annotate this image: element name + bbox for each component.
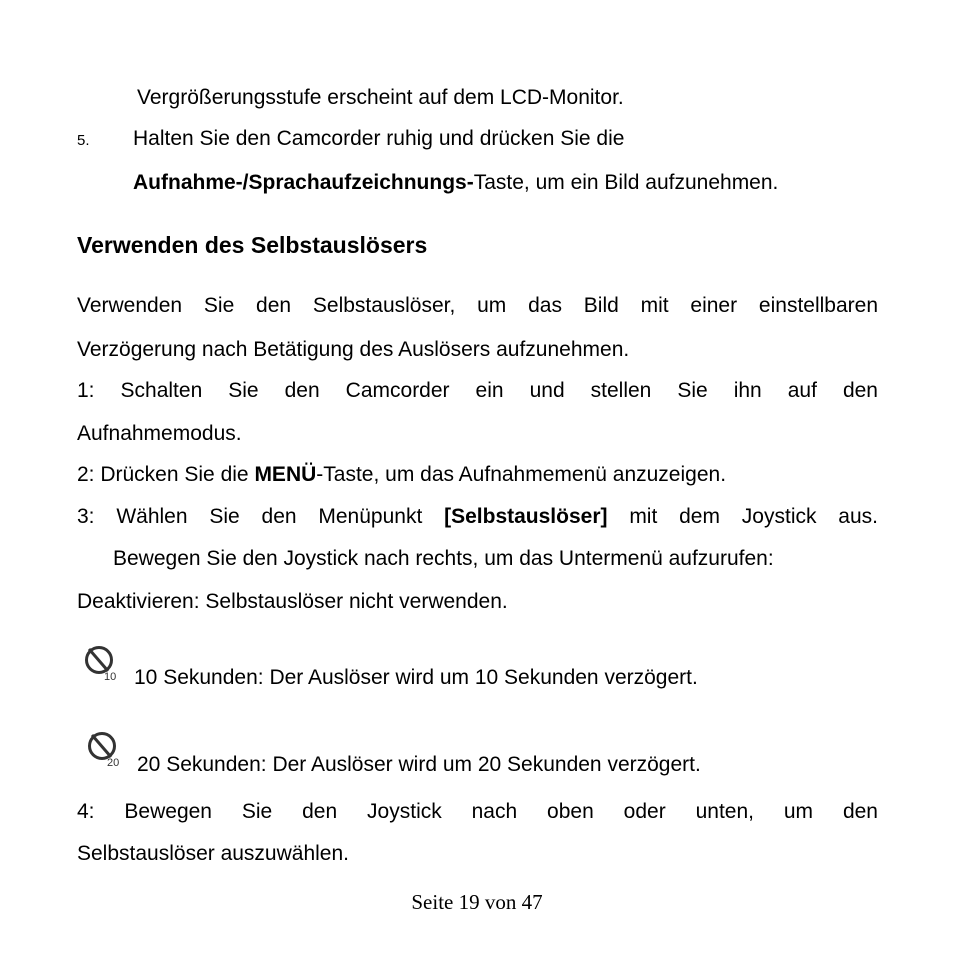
item2 (77, 462, 726, 488)
record-button-name: Aufnahme-/Sprachaufzeichnungs- (133, 171, 474, 194)
item3-post: mit dem Joystick aus. (607, 505, 878, 528)
item3-line-3: Deaktivieren: Selbstauslöser nicht verwenden. (77, 590, 508, 613)
intro-line-1: Verwenden Sie den Selbstauslöser, um das Bild mit einer einstellbaren (77, 294, 878, 317)
selftimer-menu-item: [Selbstauslöser] (444, 505, 608, 528)
step5-continuation (133, 170, 778, 196)
menu-button-name: MENÜ (254, 463, 317, 486)
timer-10s-icon-label: 10 (104, 671, 117, 683)
item1-line-1: 1: Schalten Sie den Camcorder ein und stellen Sie ihn auf den (77, 379, 878, 402)
item1-line-2: Aufnahmemodus. (77, 422, 242, 445)
item2-post: -Taste, um das Aufnahmemenü anzuzeigen. (316, 463, 727, 486)
item3-line-2: Bewegen Sie den Joystick nach rechts, um das Untermenü aufzurufen: (113, 547, 774, 570)
item2-pre: 2: Drücken Sie die (77, 463, 255, 486)
step-number: 5. (77, 132, 90, 149)
item3-pre: 3: Wählen Sie den Menüpunkt (77, 505, 445, 528)
option-10s-text: 10 Sekunden: Der Auslöser wird um 10 Sekunden verzögert. (134, 666, 698, 689)
option-20s-text: 20 Sekunden: Der Auslöser wird um 20 Sekunden verzögert. (137, 753, 701, 776)
section-heading: Verwenden des Selbstauslösers (77, 232, 428, 258)
text-line-zoom: Vergrößerungsstufe erscheint auf dem LCD-Monitor. (137, 86, 624, 109)
timer-20s-icon (85, 726, 135, 770)
intro-line-2: Verzögerung nach Betätigung des Auslösers aufzunehmen. (77, 338, 630, 361)
page-number: Seite 19 von 47 (411, 890, 543, 914)
timer-10s-icon (82, 640, 132, 684)
step5-rest: Taste, um ein Bild aufzunehmen. (473, 171, 779, 194)
timer-20s-icon-label: 20 (107, 757, 120, 769)
item4-line-1: 4: Bewegen Sie den Joystick nach oben oder unten, um den (77, 800, 878, 823)
item3-line-1 (77, 504, 878, 530)
step5-text: Halten Sie den Camcorder ruhig und drücken Sie die (133, 127, 625, 150)
item4-line-2: Selbstauslöser auszuwählen. (77, 842, 349, 865)
